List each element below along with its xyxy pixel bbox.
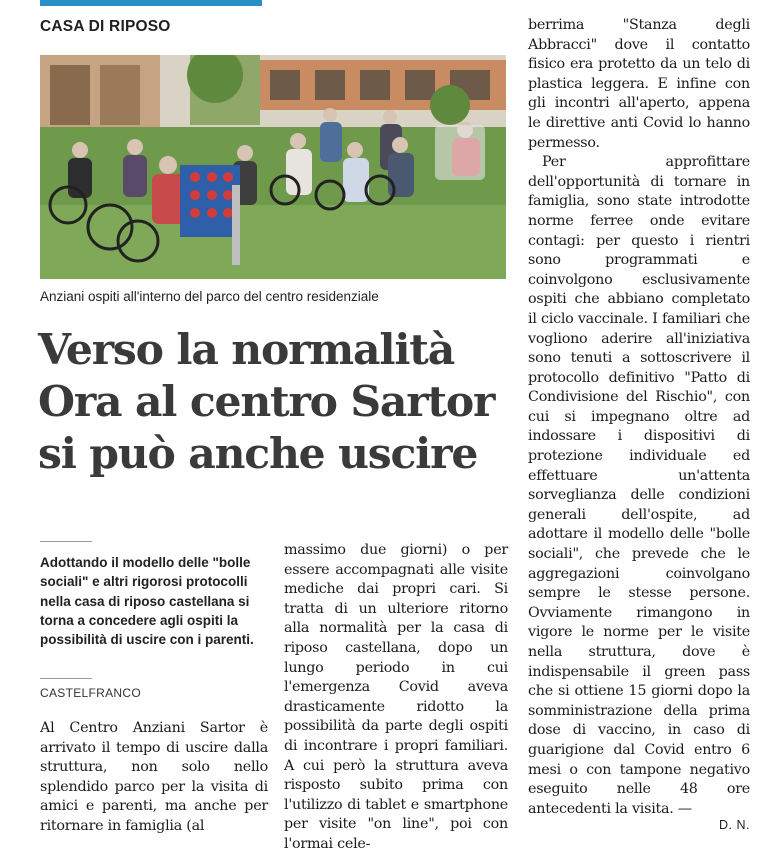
dateline: CASTELFRANCO [40, 686, 141, 700]
photo-illustration [40, 55, 506, 279]
article-photo [40, 55, 506, 279]
article-column-2 [284, 541, 508, 855]
article-paragraph: berrima "Stanza degli Abbracci" dove il contatto fisico era protetto da un telo di plastica leggera. E infine con gli incontri all'aperto, appena le direttive anti Covid lo hanno permesso. [528, 17, 750, 151]
article-summary: Adottando il modello delle "bolle sociali" e altri rigorosi protocolli nella casa di riposo castellana si torna a concedere agli ospiti la possibilità di uscire con i parenti. [40, 555, 254, 648]
dateline-rule [40, 678, 92, 679]
headline-line-2: Ora al centro Sartor [38, 377, 495, 427]
author-signature: D. N. [719, 818, 750, 832]
article-paragraph: Per approfittare dell'opportunità di tornare in famiglia, sono state introdotte norme ferree onde evitare contagi: per questo i rientri sono programmati e coinvolgono esclusivamente ospiti che abbiano completato il ciclo vaccinale. I familiari che vogliono aderire all'iniziativa sono tenuti a sottoscrivere il protocollo definitivo "Patto di Condivisione del Rischio", con cui si impegnano oltre ad indossare i dispositivi di protezione individuale ed effettuare un'attenta sorveglianza delle condizioni generali dell'ospite, ad adottare il modello delle "bolle sociali", che prevede che le aggregazioni coinvolgano sempre le stesse persone. Ovviamente rimangono in vigore le norme per le visite nella struttura, dove è indispensabile il green pass che si ottiene 15 giorni dopo la somministrazione della prima dose di vaccino, in caso di guarigione dal Covid entro 6 mesi o con tampone negativo eseguito nelle 48 ore antecedenti la visita. — [528, 154, 750, 817]
summary-rule [40, 541, 92, 542]
headline [38, 324, 518, 480]
section-accent-bar [40, 0, 262, 6]
article-paragraph: Al Centro Anziani Sartor è arrivato il tempo di uscire dalla struttura, non solo nello splendido parco per la visita di amici e parenti, ma anche per ritornare in famiglia (al [40, 720, 268, 834]
article-column-1 [40, 719, 268, 837]
article-column-3 [528, 16, 750, 819]
headline-line-1: Verso la normalità [38, 325, 455, 375]
headline-line-3: si può anche uscire [38, 429, 478, 479]
photo-caption: Anziani ospiti all'interno del parco del centro residenziale [40, 289, 379, 304]
section-label: CASA DI RIPOSO [40, 18, 171, 35]
article-paragraph: massimo due giorni) o per essere accompagnati alle visite mediche dai propri cari. Si tratta di un ulteriore ritorno alla normalità per la casa di riposo castellana, dopo un lungo periodo in cui l'emergenza Covid aveva drasticamente ridotto la possibilità da parte degli ospiti di incontrare i propri familiari. A cui però la struttura aveva risposto subito prima con l'utilizzo di tablet e smartphone per visite "on line", poi con l'ormai cele- [284, 542, 508, 852]
